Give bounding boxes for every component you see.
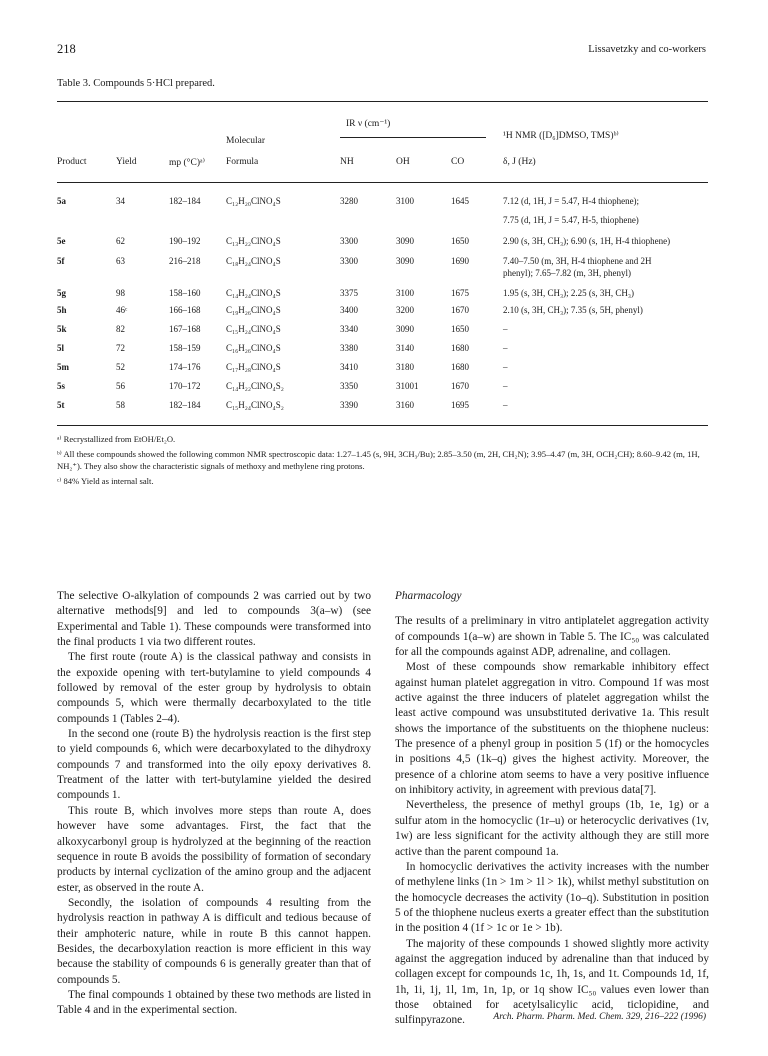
cell-product: 5h [57, 305, 67, 315]
cell-nmr: – [503, 343, 508, 353]
header-nmr-sub: δ, J (Hz) [503, 157, 536, 167]
paragraph: Most of these compounds show remarkable inhibitory effect against human platelet aggregation in vitro. Compound 1f was most active against the three inducers of platelet aggregation whilst the least active compound was unsubstituted derivative 1a. This result shows the importance of the substituents on the thiophene nucleus: The presence of a phenyl group in position 5 (1f) or the homocycles in positions 4,5 (1k–q) gives the highest activity. Moreover, the presence of a chlorine atom seems to have a very positive influence on inhibitory activity, in agreement with previous data[7]. [395, 661, 709, 797]
cell-mp: 182–184 [169, 196, 201, 206]
cell-co: 1670 [451, 305, 469, 315]
cell-nmr: 7.12 (d, 1H, J = 5.47, H-4 thiophene); [503, 196, 640, 206]
cell-nh: 3350 [340, 381, 358, 391]
header-yield: Yield [116, 157, 137, 167]
cell-formula: C₁₂H₂₀ClNO₄S [226, 196, 281, 206]
cell-co: 1645 [451, 196, 469, 206]
header-product: Product [57, 157, 87, 167]
cell-formula: C₁₄H₂₄ClNO₄S [226, 288, 281, 298]
header-nmr: ¹H NMR ([D₆]DMSO, TMS)ᵇ⁾ [503, 131, 619, 141]
cell-oh: 3090 [396, 236, 414, 246]
cell-yield: 63 [116, 256, 125, 266]
cell-yield: 72 [116, 343, 125, 353]
paragraph: In the second one (route B) the hydrolysis reaction is the first step to yield compounds 6, which were decarboxylated to the dihydroxy compounds 7 and transformed into the oily epoxy derivatives 8. Treatment of the latter with tert-butylamine yielded the desired compounds 1. [57, 728, 371, 802]
cell-nmr: 1.95 (s, 3H, CH₃); 2.25 (s, 3H, CH₃) [503, 288, 635, 298]
cell-formula: C₁₈H₂₄ClNO₄S [226, 256, 281, 266]
cell-mp: 190–192 [169, 236, 201, 246]
cell-nh: 3375 [340, 288, 358, 298]
cell-co: 1680 [451, 343, 469, 353]
footnote-a: ᵃ⁾ Recrystallized from EtOH/Et₂O. [57, 434, 176, 444]
cell-yield: 58 [116, 400, 125, 410]
running-head: Lissavetzky and co-workers [588, 44, 706, 55]
cell-co: 1690 [451, 256, 469, 266]
header-ir: IR ν (cm⁻¹) [346, 119, 391, 129]
page-number: 218 [57, 42, 76, 56]
cell-formula: C₁₇H₂₈ClNO₄S [226, 362, 281, 372]
cell-yield: 62 [116, 236, 125, 246]
cell-product: 5f [57, 256, 65, 266]
cell-oh: 3090 [396, 324, 414, 334]
header-formula: Formula [226, 157, 259, 167]
cell-mp: 167–168 [169, 324, 201, 334]
header-oh: OH [396, 157, 410, 167]
cell-yield: 46ᶜ [116, 305, 128, 315]
cell-nmr: – [503, 362, 508, 372]
cell-formula: C₁₉H₂₆ClNO₄S [226, 305, 281, 315]
table-bottom-rule [57, 425, 708, 426]
paragraph: Nevertheless, the presence of methyl groups (1b, 1e, 1g) or a sulfur atom in the homocyclic (1r–u) or heterocyclic derivatives (1v, 1w) are less significant for the activity although they are still more active than the parent compound 1a. [395, 799, 709, 858]
paragraph: The majority of these compounds 1 showed slightly more activity against the aggregation induced by adrenaline than that induced by collagen except for compounds 1c, 1h, 1s, and 1t. Compounds 1d, 1f, 1h, 1i, 1j, 1l, 1m, 1n, 1p, or 1q show IC₅₀ values even lower than those obtained for acetylsalicylic acid, ticlopidine, and sulfinpyrazone. [395, 937, 709, 1027]
cell-nh: 3340 [340, 324, 358, 334]
cell-nmr: 2.10 (s, 3H, CH₃); 7.35 (s, 5H, phenyl) [503, 305, 643, 315]
cell-yield: 98 [116, 288, 125, 298]
table-top-rule [57, 101, 708, 102]
cell-nmr: 2.90 (s, 3H, CH₃); 6.90 (s, 1H, H-4 thiophene) [503, 236, 671, 246]
ir-header-rule [340, 137, 486, 138]
cell-nmr: phenyl); 7.65–7.82 (m, 3H, phenyl) [503, 268, 631, 278]
header-nh: NH [340, 157, 354, 167]
cell-co: 1650 [451, 236, 469, 246]
cell-nmr: – [503, 381, 508, 391]
cell-nh: 3300 [340, 236, 358, 246]
cell-formula: C₁₆H₂₆ClNO₄S [226, 343, 281, 353]
cell-oh: 3180 [396, 362, 414, 372]
cell-nh: 3390 [340, 400, 358, 410]
header-molecular: Molecular [226, 136, 266, 146]
cell-co: 1675 [451, 288, 469, 298]
cell-nh: 3300 [340, 256, 358, 266]
cell-oh: 3100 [396, 196, 414, 206]
cell-formula: C₁₃H₂₂ClNO₄S [226, 236, 281, 246]
right-column [395, 589, 709, 1029]
cell-oh: 3090 [396, 256, 414, 266]
footnote-c: ᶜ⁾ 84% Yield as internal salt. [57, 476, 154, 486]
cell-nh: 3400 [340, 305, 358, 315]
cell-co: 1650 [451, 324, 469, 334]
cell-nmr: – [503, 324, 508, 334]
cell-nmr: 7.40–7.50 (m, 3H, H-4 thiophene and 2H [503, 256, 652, 266]
cell-mp: 170–172 [169, 381, 201, 391]
cell-oh: 3100 [396, 288, 414, 298]
cell-yield: 52 [116, 362, 125, 372]
cell-product: 5k [57, 324, 67, 334]
cell-mp: 174–176 [169, 362, 201, 372]
header-co: CO [451, 157, 465, 167]
cell-oh: 31001 [396, 381, 419, 391]
left-column [57, 589, 371, 1019]
cell-oh: 3160 [396, 400, 414, 410]
cell-product: 5a [57, 196, 66, 206]
cell-formula: C₁₄H₂₂ClNO₄S₂ [226, 381, 284, 391]
cell-co: 1680 [451, 362, 469, 372]
cell-product: 5m [57, 362, 69, 372]
cell-nh: 3410 [340, 362, 358, 372]
cell-nh: 3380 [340, 343, 358, 353]
cell-nmr: 7.75 (d, 1H, J = 5.47, H-5, thiophene) [503, 215, 639, 225]
cell-formula: C₁₅H₂₄ClNO₄S [226, 324, 281, 334]
cell-mp: 158–159 [169, 343, 201, 353]
cell-mp: 216–218 [169, 256, 201, 266]
header-mp: mp (°C)ᵃ⁾ [169, 158, 205, 168]
journal-footer: Arch. Pharm. Pharm. Med. Chem. 329, 216–222 (1996) [493, 1012, 706, 1022]
cell-mp: 166–168 [169, 305, 201, 315]
paragraph: The results of a preliminary in vitro antiplatelet aggregation activity of compounds 1(a–w) are shown in Table 5. The IC₅₀ was calculated for all the compounds against ADP, adrenaline, and collagen. [395, 615, 709, 659]
cell-co: 1695 [451, 400, 469, 410]
cell-nh: 3280 [340, 196, 358, 206]
section-heading: Pharmacology [395, 590, 462, 602]
cell-product: 5e [57, 236, 66, 246]
table-header-rule [57, 182, 708, 183]
cell-product: 5t [57, 400, 65, 410]
cell-oh: 3140 [396, 343, 414, 353]
cell-formula: C₁₅H₂₄ClNO₄S₂ [226, 400, 284, 410]
cell-nmr: – [503, 400, 508, 410]
cell-product: 5g [57, 288, 66, 298]
cell-product: 5s [57, 381, 66, 391]
cell-mp: 182–184 [169, 400, 201, 410]
paragraph: Secondly, the isolation of compounds 4 resulting from the hydrolysis reaction in pathway A is difficult and tedious because of their amphoteric nature, while in route B this cannot happen. Besides, the decarboxylation reaction is more efficient in this way because the stability of compounds 6 is generally greater than that of compounds 5. [57, 896, 371, 986]
cell-co: 1670 [451, 381, 469, 391]
paragraph: This route B, which involves more steps than route A, does however have some advantages. First, the fact that the alkoxycarbonyl group is hydrolyzed at the beginning of the reaction sequence in route B avoids the possibility of formation of secondary products by internal cyclization of the amino group and the adjacent ester, as observed in the route A. [57, 804, 371, 894]
table-caption: Table 3. Compounds 5·HCl prepared. [57, 78, 215, 89]
footnote-b: ᵇ⁾ All these compounds showed the following common NMR spectroscopic data: 1.27–1.45 (s, 9H, 3CH₃/Bu); 2.85–3.50 (m, 2H, CH₂N); 3.95–4.47 (m, 3H, OCH₂CH); 8.60–9.42 (m, 1H, NH₂⁺). They also show the characteristic signals of methoxy and methylene ring protons. [57, 449, 700, 471]
paragraph: The selective O-alkylation of compounds 2 was carried out by two alternative methods[9] and led to compounds 3(a–w) (see Experimental and Table 1). These compounds were transformed into the final products 1 via two different routes. [57, 590, 371, 649]
paragraph: In homocyclic derivatives the activity increases with the number of methylene links (1n > 1m > 1l > 1k), whilst methyl substitution on the homocycle decreases the activity (1o–q). Substitution in position 5 of the thiophene nucleus exerts a greater effect than the substitution in the position 4 (1f > 1c or 1e > 1b). [395, 860, 709, 935]
cell-mp: 158–160 [169, 288, 201, 298]
cell-yield: 34 [116, 196, 125, 206]
cell-yield: 56 [116, 381, 125, 391]
cell-product: 5l [57, 343, 65, 353]
cell-yield: 82 [116, 324, 125, 334]
paragraph: The final compounds 1 obtained by these two methods are listed in Table 4 and in the experimental section. [57, 988, 371, 1017]
paragraph: The first route (route A) is the classical pathway and consists in the expoxide opening with tert-butylamine to yield compounds 4 followed by removal of the ester group by hydrolysis to obtain compounds 5, which were thermally decarboxylated to the title compounds 1 (Tables 2–4). [57, 651, 371, 725]
cell-oh: 3200 [396, 305, 414, 315]
